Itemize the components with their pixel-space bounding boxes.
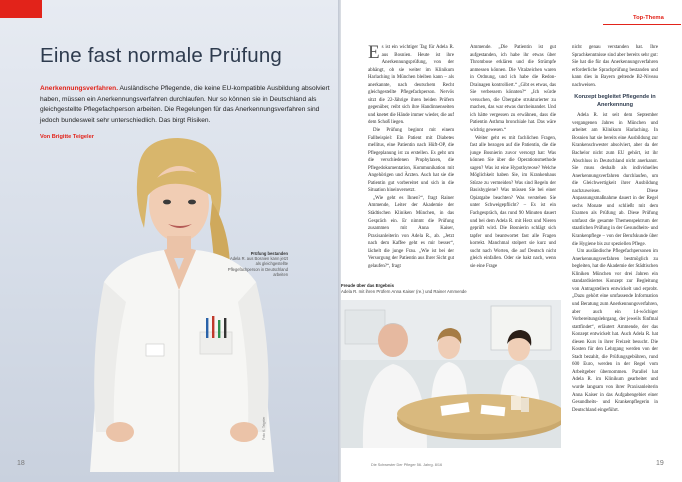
portrait-caption-title: Prüfung bestanden	[250, 251, 288, 256]
paragraph: nicht genau verstanden hat. Ihre Sprachkenntnisse sind aber bereits sehr gut: Sie hat die für das Anerkennungsverfahren erforderliche Sprachprüfung bestanden und kann dies in Bayern geltende B2-Niveau nachweisen.	[572, 45, 658, 88]
section-rule	[603, 24, 681, 25]
right-page	[341, 0, 682, 482]
magazine-footer: Die Schwester Der Pfleger 56. Jahrg. 8/16	[371, 463, 443, 467]
nurse-portrait-photo	[60, 132, 310, 472]
drop-cap: E	[368, 44, 380, 63]
left-page	[0, 0, 340, 482]
text-column-2	[470, 44, 556, 270]
page-number-right: 19	[656, 460, 664, 467]
meeting-caption-title: Freude über das Ergebnis	[341, 283, 395, 288]
article-headline: Eine fast normale Prüfung	[40, 44, 283, 67]
paragraph: „Wie geht es Ihnen?“, fragt Rainer Ammende, Leiter der Akademie der Städtischen Kliniken München, in das Gespräch ein. Er nimmt die Prüfung zusammen mit Anna Kaiser, Praxisanleiterin von Adela R., ab. „Jetzt nach dem Kaffee geht es mir besser“, lächelt die junge Frau. „Wie ist bei der Versorgung der Patientin aus Ihrer Sicht gut gelaufen?“, fragt	[368, 195, 454, 269]
lead-text: Ausländische Pflegende, die keine EU-kompatible Ausbildung absolviert haben, müssen ein Anerkennungsverfahren durchlaufen. Nur so können sie in Deutschland als gleichgestellte Pflegefachperson arbeiten. Die Regelungen für das Anerkennungsverfahren sind jedoch bundesweit sehr unterschiedlich. Das birgt Risiken.	[40, 85, 330, 124]
paragraph: Die Prüfung beginnt mit einem Fallbeispiel: Ein Patient mit Diabetes mellitus, eine Patientin nach Hüft-OP, die Pflegeplanung ist zu erstellen. Es geht um die verschiedenen Prophylaxen, die Pflegedokumentation, Kommunikation mit Angehörigen und Ärzten. Auch hat sie die Patientin gut vorbereitet und sich in die Situation hineinversetzt.	[368, 128, 454, 194]
meeting-photo	[341, 300, 561, 448]
paragraph: Adela R. ist seit dem September vergangenen Jahres in München und arbeitet am Klinikum Harlaching. In Bosnien hat sie bereits eine Ausbildung zur Krankenschwester absolviert, aber da der Bachelor nicht zum EU gehört, ist ihr Abschluss in Deutschland nicht anerkannt. Sie muss deshalb als individuelles Anerkennungsverfahren durchlaufen, um die Gleichwertigkeit ihrer Ausbildung nachzuweisen. Diese Anpassungsmaßnahme dauert in der Regel sechs Monate und schließt mit dem Examen als Prüfung ab. Diese Prüfung umfasst die gesamte Themenspektrum der staatlichen Prüfung in der Gesundheits- und Krankenpflege – von der Berufskunde über die Hygiene bis zur speziellen Pflege.	[572, 113, 658, 247]
text-column-3	[572, 44, 658, 464]
paragraph: Um ausländische Pflegefachpersonen im Anerkennungsverfahren bestmöglich zu begleiten, hat die Akademie der Städtischen Kliniken München vor drei Jahren ein standardisiertes Konzept zur Begleitung von Antragstellern entwickelt und erprobt. „Dazu gehört eine umfassende Information und Beratung zum Anerkennungsverfahren, aber auch ein 14-wöchiger Vorbereitungslehrgang, der jeweils fünfmal stattfindet“, erläutert Ammende, der das Konzept entwickelt hat. Auch Adela R. hat diesen Kurs in ihrer Freizeit besucht. Die Kosten für den Lehrgang werden von der Stadt bezahlt, die Prüfungsgebühren, rund 600 Euro, werden in der Regel vom Arbeitgeber übernommen. Parallel hat Adela R. im Klinikum gearbeitet und wurde langsam von ihrer Praxisanleiterin Anna Kaiser in das Aufgabengebiet einer Gesundheits- und Krankenpflegerin in Deutschland eingeführt.	[572, 249, 658, 413]
meeting-photo-caption	[341, 283, 541, 294]
portrait-caption	[226, 251, 288, 277]
red-corner-tab	[0, 0, 42, 18]
subheading: Konzept begleitet Pflegende in Anerkennung	[574, 94, 656, 108]
paragraph: Weiter geht es mit fachlichen Fragen, fast alle bezogen auf die Patientin, die die junge Bosnierin zuvor versorgt hat: Was können Sie über die Operationsmethode sagen? Was ist eine Hypothyreose? Welche Möglichkeit haben Sie, im Krankenhaus Stürze zu vermeiden? Was sind Regeln der Basishygiene? Was müssen Sie bei einer Opiatgabe beachten? Was verstehen Sie unter Schweigepflicht? – Es ist ein Fachgespräch, das rund 90 Minuten dauert und bei dem Adela R. mit Herz und Nieren geprüft wird. Die Bosnierin schlägt sich tapfer und beantwortet fast alle Fragen korrekt. Manchmal stolpert sie kurz und sucht nach Worten, die auf Deutsch nicht gleich einfallen. Oder sie hakt nach, wenn sie eine Frage	[470, 135, 556, 269]
byline: Von Brigitte Teigeler	[40, 134, 94, 140]
portrait-caption-text: Adela R. aus Bosnien kann jetzt als gleichgestellte Pflegefachperson in Deutschland arbeiten	[227, 256, 288, 277]
section-label: Top-Thema	[633, 15, 664, 21]
paragraph-text: s ist ein wichtiger Tag für Adela R. aus Bosnien. Heute ist ihre Anerkennungsprüfung, von der abhängt, ob sie weiter im Klinikum Harlaching in München bleiben kann – als anerkannte, nach deutschem Recht gleichgestellte Pflegefachperson. Nervös sitzt die 22-Jährige ihren beiden Prüfern gegenüber, reibt sich ihre Handinnenseiten und knetet die Hände immer wieder, die auf dem Schoß liegen.	[368, 45, 454, 126]
article-lead	[40, 84, 332, 126]
meeting-caption-text: Adela R. mit ihren Prüfern Anna Kaiser (re.) und Rainer Ammende	[341, 288, 467, 294]
paragraph: Ammende. „Die Patientin ist gut aufgestanden, ich habe ihr etwas über Thrombose erklären und die Strümpfe anmessen können. Die Vitalzeichen waren in Ordnung, und ich habe die Redon-Drainagen kontrolliert.“ „Gibt es etwas, das Sie verbessern könnten?“ „Ich würde versuchen, die Übergabe strukturierter zu machen, das war etwas durcheinander. Und ich hätte vergessen zu erwähnen, dass die Patientin Asthma bronchiale hat. Das wäre wichtig gewesen.“	[470, 45, 556, 134]
paragraph	[368, 44, 454, 127]
photo-credit: Foto: K. Teigeler	[262, 416, 266, 440]
page-number-left: 18	[17, 460, 25, 467]
lead-keyword: Anerkennungsverfahren.	[40, 85, 119, 92]
